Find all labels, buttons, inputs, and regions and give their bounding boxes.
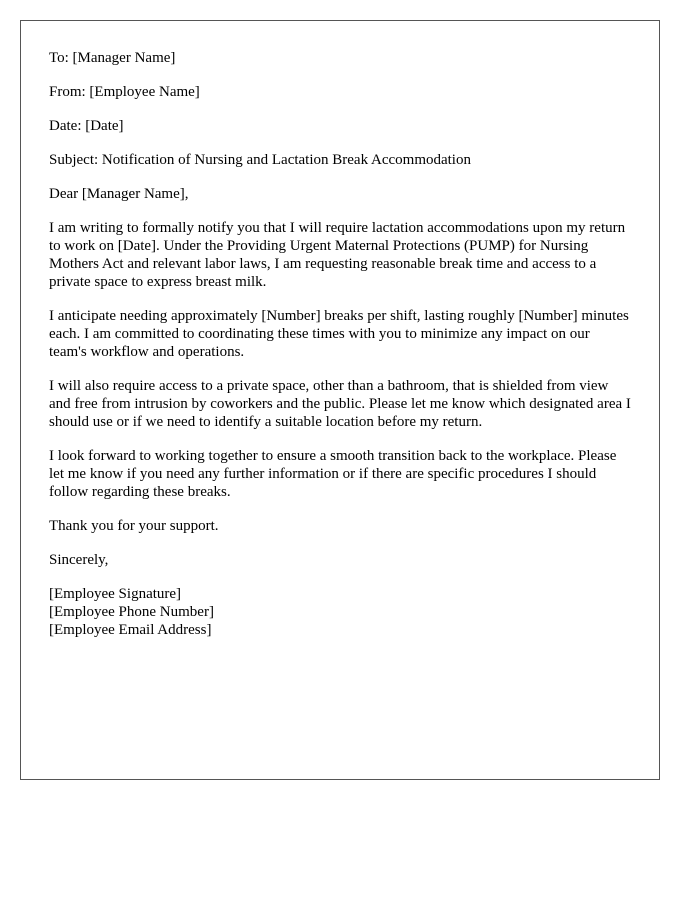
signature-block (49, 585, 631, 639)
phone-line: [Employee Phone Number] (49, 604, 214, 620)
letter-body (49, 49, 631, 639)
signature-line: [Employee Signature] (49, 586, 182, 602)
thanks-line: Thank you for your support. (49, 518, 219, 534)
email-line: [Employee Email Address] (49, 622, 212, 638)
from-line: From: [Employee Name] (49, 84, 200, 100)
paragraph-break-schedule: I anticipate needing approximately [Number] breaks per shift, lasting roughly [Number] minutes each. I am committed to coordinating these times with you to minimize any impact on our team's workflow and operations. (49, 308, 629, 360)
date-line: Date: [Date] (49, 118, 124, 134)
salutation: Dear [Manager Name], (49, 186, 189, 202)
subject-line: Subject: Notification of Nursing and Lactation Break Accommodation (49, 152, 471, 168)
paragraph-notification: I am writing to formally notify you that I will require lactation accommodations upon my return to work on [Date]. Under the Providing Urgent Maternal Protections (PUMP) for Nursing Mothers Act and relevant labor laws, I am requesting reasonable break time and access to a private space to express breast milk. (49, 220, 626, 290)
letter-page (20, 20, 660, 780)
to-line: To: [Manager Name] (49, 50, 176, 66)
closing-line: Sincerely, (49, 552, 109, 568)
paragraph-private-space: I will also require access to a private space, other than a bathroom, that is shielded from view and free from intrusion by coworkers and the public. Please let me know which designated area I should use or if we need to identify a suitable location before my return. (49, 378, 631, 430)
paragraph-closing-remarks: I look forward to working together to ensure a smooth transition back to the workplace. Please let me know if you need any further information or if there are specific procedures I should follow regarding these breaks. (49, 448, 617, 500)
